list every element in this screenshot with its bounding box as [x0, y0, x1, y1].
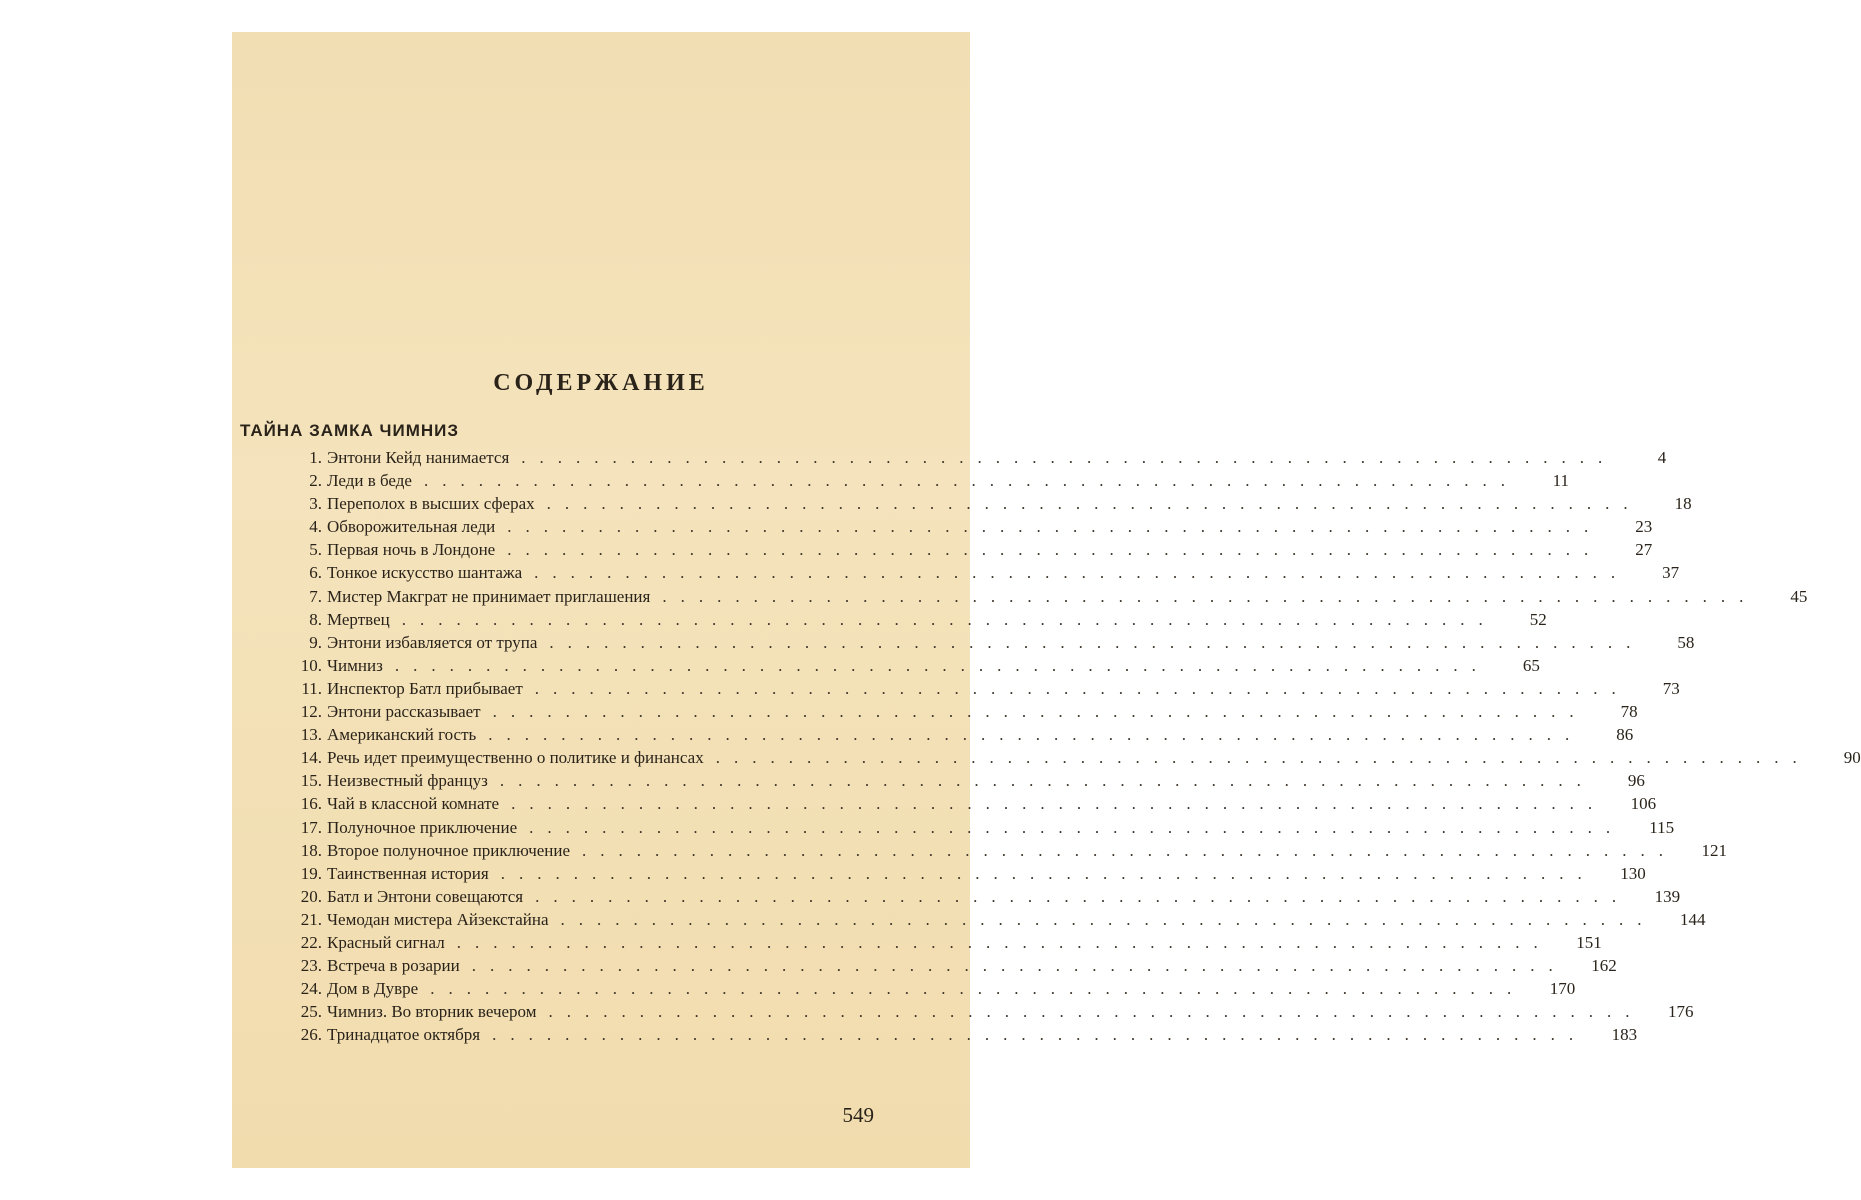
entry-number: 4. [309, 517, 322, 537]
entry-page: 144 [1680, 909, 1706, 929]
entry-number: 11. [301, 678, 322, 698]
toc-entry [292, 632, 1695, 656]
entry-number: 17. [300, 817, 322, 837]
entry-page: 37 [1662, 563, 1680, 583]
toc-entry [292, 932, 1602, 956]
toc-entry [292, 817, 1675, 841]
entry-number: 6. [309, 563, 322, 583]
dot-leader: ............................................................ [492, 702, 1588, 722]
dot-leader: ............................................................ [499, 771, 1595, 791]
entry-title: Американский гость [327, 725, 477, 745]
entry-title: Чимниз [327, 655, 383, 675]
entry-number: 24. [300, 979, 322, 999]
entry-page: 65 [1522, 655, 1540, 675]
dot-leader: ............................................................ [401, 609, 1497, 629]
toc-entry [292, 655, 1540, 679]
dot-leader: ............................................................ [546, 494, 1642, 514]
dot-leader: ............................................................ [423, 471, 1519, 491]
entry-page: 23 [1635, 517, 1653, 537]
entry-number: 8. [309, 609, 322, 629]
book-page [232, 32, 1861, 1168]
entry-title: Красный сигнал [327, 932, 445, 952]
dot-leader: ............................................................ [471, 956, 1567, 976]
entry-title: Мистер Макграт не принимает приглашения [327, 586, 651, 606]
entry-page: 183 [1611, 1025, 1638, 1045]
entry-page: 130 [1620, 863, 1646, 883]
dot-leader: ............................................................ [534, 678, 1630, 698]
dot-leader: ............................................................ [511, 794, 1607, 814]
entry-title: Батл и Энтони совещаются [327, 886, 524, 906]
contents-heading: СОДЕРЖАНИЕ [493, 370, 709, 396]
entry-number: 16. [300, 794, 322, 814]
entry-page: 18 [1674, 494, 1692, 514]
entry-title: Чай в классной комнате [327, 794, 500, 814]
toc-entry [292, 794, 1657, 817]
entry-title: Переполох в высших сферах [327, 494, 535, 514]
entry-page: 78 [1620, 702, 1638, 722]
entry-number: 9. [309, 632, 322, 652]
entry-page: 58 [1677, 632, 1695, 652]
dot-leader: ............................................................ [500, 863, 1596, 883]
entry-number: 22. [300, 932, 322, 952]
dot-leader: ............................................................ [549, 632, 1645, 652]
toc-entry [292, 448, 1667, 471]
toc-entry [292, 840, 1728, 864]
dot-leader: ............................................................ [529, 817, 1625, 837]
toc-entry [292, 540, 1653, 563]
entry-title: Второе полуночное приключение [327, 840, 571, 860]
entry-number: 26. [300, 1025, 322, 1045]
entry-number: 25. [300, 1002, 322, 1022]
entry-number: 15. [300, 771, 322, 791]
entry-title: Встреча в розарии [327, 956, 460, 976]
entry-number: 12. [300, 702, 322, 722]
entry-title: Дом в Дувре [327, 979, 419, 999]
toc-entry [292, 863, 1646, 887]
toc-entry [292, 586, 1808, 610]
entry-number: 10. [300, 655, 322, 675]
table-of-contents [292, 448, 1861, 1048]
toc-entry [292, 725, 1634, 748]
toc-entry [292, 494, 1692, 517]
entry-title: Энтони рассказывает [327, 702, 481, 722]
entry-page: 45 [1790, 586, 1808, 606]
entry-page: 90 [1843, 748, 1861, 768]
toc-entry [292, 956, 1617, 979]
dot-leader: ............................................................ [492, 1025, 1588, 1045]
entry-page: 106 [1630, 794, 1657, 814]
entry-title: Чимниз. Во вторник вечером [327, 1002, 537, 1022]
entry-page: 86 [1616, 725, 1634, 745]
dot-leader: ............................................................ [534, 563, 1630, 583]
entry-title: Полуночное приключение [327, 817, 518, 837]
dot-leader: ............................................................ [560, 909, 1656, 929]
entry-page: 27 [1635, 540, 1653, 560]
entry-page: 170 [1549, 979, 1576, 999]
toc-entry [292, 678, 1680, 702]
dot-leader: ............................................................ [507, 540, 1603, 560]
dot-leader: ............................................................ [715, 748, 1811, 768]
dot-leader: ............................................................ [548, 1002, 1644, 1022]
toc-entry [292, 886, 1681, 910]
entry-number: 14. [300, 748, 322, 768]
entry-number: 5. [309, 540, 322, 560]
entry-page: 52 [1529, 609, 1547, 629]
entry-title: Инспектор Батл прибывает [327, 678, 523, 698]
dot-leader: ............................................................ [535, 886, 1631, 906]
dot-leader: ............................................................ [662, 586, 1758, 606]
entry-title: Таинственная история [327, 863, 489, 883]
entry-title: Тонкое искусство шантажа [327, 563, 523, 583]
entry-number: 2. [309, 471, 322, 491]
toc-entry [292, 1025, 1638, 1048]
entry-page: 139 [1654, 886, 1681, 906]
entry-number: 18. [300, 840, 322, 860]
entry-title: Чемодан мистера Айзекстайна [327, 909, 549, 929]
entry-title: Первая ночь в Лондоне [327, 540, 496, 560]
entry-page: 121 [1701, 840, 1728, 860]
toc-entry [292, 1002, 1694, 1025]
entry-page: 115 [1649, 817, 1675, 837]
toc-entry [292, 563, 1680, 586]
entry-page: 96 [1627, 771, 1645, 791]
entry-number: 21. [300, 909, 322, 929]
entry-title: Неизвестный француз [327, 771, 488, 791]
entry-number: 1. [309, 448, 322, 467]
entry-number: 20. [300, 886, 322, 906]
entry-number: 23. [300, 956, 322, 976]
entry-title: Леди в беде [327, 471, 412, 491]
toc-entry [292, 609, 1547, 633]
entry-title: Обворожительная леди [327, 517, 496, 537]
dot-leader: ............................................................ [507, 517, 1603, 537]
entry-page: 73 [1662, 678, 1680, 698]
dot-leader: ............................................................ [521, 448, 1617, 467]
toc-entry [292, 909, 1706, 933]
dot-leader: ............................................................ [488, 725, 1584, 745]
dot-leader: ............................................................ [582, 840, 1678, 860]
entry-page: 176 [1668, 1002, 1694, 1022]
toc-entry [292, 517, 1653, 540]
entry-number: 3. [309, 494, 322, 514]
entry-title: Мертвец [327, 609, 390, 629]
entry-title: Речь идет преимущественно о политике и финансах [327, 748, 704, 768]
entry-number: 7. [309, 586, 322, 606]
entry-number: 13. [300, 725, 322, 745]
dot-leader: ............................................................ [456, 932, 1552, 952]
entry-title: Тринадцатое октября [327, 1025, 481, 1045]
dot-leader: ............................................................ [394, 655, 1490, 675]
section-title: ТАЙНА ЗАМКА ЧИМНИЗ [240, 421, 460, 440]
toc-entry [292, 979, 1576, 1002]
entry-page: 4 [1657, 448, 1667, 467]
entry-page: 151 [1576, 932, 1602, 952]
toc-entry [292, 702, 1638, 725]
page-number: 549 [842, 1103, 874, 1127]
toc-entry [292, 471, 1569, 494]
entry-title: Энтони избавляется от трупа [327, 632, 538, 652]
toc-entry [292, 748, 1861, 771]
entry-page: 162 [1591, 956, 1617, 976]
entry-page: 11 [1552, 471, 1569, 491]
entry-title: Энтони Кейд нанимается [327, 448, 510, 467]
dot-leader: ............................................................ [430, 979, 1526, 999]
entry-number: 19. [300, 863, 322, 883]
toc-entry [292, 771, 1645, 794]
